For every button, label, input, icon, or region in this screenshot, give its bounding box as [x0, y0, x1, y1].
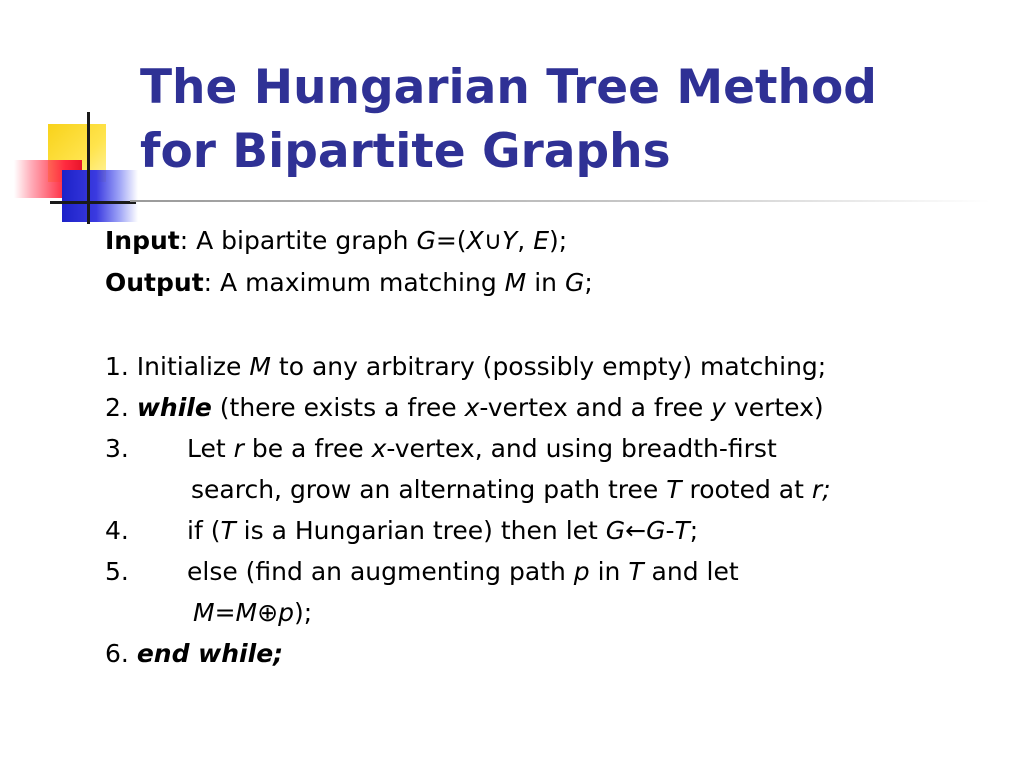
- var-t: T: [220, 516, 236, 545]
- var-t: T: [628, 557, 644, 586]
- title-underline-rule: [130, 200, 990, 202]
- step-5-body: [187, 555, 739, 589]
- output-in: in: [526, 268, 565, 297]
- var-y: Y: [502, 226, 518, 255]
- step-2-text: vertex): [725, 393, 824, 422]
- step-3-body: [187, 432, 777, 466]
- var-t: T: [666, 475, 682, 504]
- step-6-number: 6.: [105, 639, 137, 668]
- var-g: G: [605, 516, 626, 545]
- input-close: );: [548, 226, 568, 255]
- var-g: G: [646, 516, 666, 545]
- step-4-number: 4.: [105, 516, 129, 545]
- blue-bar-decoration: [62, 170, 138, 222]
- step-4-body: [187, 514, 698, 548]
- var-y: y: [711, 393, 726, 422]
- step-3-text: be a free: [243, 434, 372, 463]
- output-text: : A maximum matching: [203, 268, 505, 297]
- step-3-continuation: [191, 473, 831, 507]
- input-line: [105, 224, 567, 258]
- var-p: p: [278, 598, 294, 627]
- var-x: x: [371, 434, 387, 463]
- var-m: M: [193, 598, 215, 627]
- var-t: T: [674, 516, 690, 545]
- var-m: M: [235, 598, 258, 627]
- step-1-rest: to any arbitrary (possibly empty) matching;: [270, 352, 827, 381]
- step-3: [105, 432, 129, 466]
- var-r: r: [233, 434, 244, 463]
- horizontal-line-decoration: [50, 201, 136, 204]
- left-arrow-symbol: ←: [625, 516, 647, 545]
- step-2-text: (there exists a free: [211, 393, 465, 422]
- var-g: G: [564, 268, 585, 297]
- step-4: [105, 514, 129, 548]
- step-2: [105, 391, 824, 425]
- var-x: X: [466, 226, 484, 255]
- step-3-text: -vertex, and using breadth-first: [386, 434, 777, 463]
- slide-title: [140, 56, 1000, 184]
- minus-symbol: -: [665, 516, 675, 545]
- step-5-text: in: [589, 557, 629, 586]
- step-5-continuation: [193, 596, 312, 630]
- step-4-text: if (: [187, 516, 221, 545]
- step-4-end: ;: [689, 516, 699, 545]
- while-keyword: while: [136, 393, 212, 422]
- step-3-text: Let: [187, 434, 234, 463]
- input-text: : A bipartite graph: [179, 226, 417, 255]
- step-1-text: 1. Initialize: [105, 352, 250, 381]
- output-end: ;: [584, 268, 593, 297]
- step-4-text: is a Hungarian tree) then let: [235, 516, 606, 545]
- step-3-text: search, grow an alternating path tree: [191, 475, 667, 504]
- step-5-end: );: [293, 598, 313, 627]
- var-m: M: [249, 352, 271, 381]
- step-3-number: 3.: [105, 434, 129, 463]
- step-5: [105, 555, 129, 589]
- input-label: Input: [105, 226, 180, 255]
- step-1: [105, 350, 826, 384]
- var-g: G: [416, 226, 436, 255]
- var-p: p: [573, 557, 590, 586]
- oplus-symbol: ⊕: [257, 598, 279, 627]
- step-2-text: -vertex and a free: [479, 393, 712, 422]
- title-line-1: The Hungarian Tree Method: [140, 60, 877, 115]
- union-symbol: ∪: [483, 226, 502, 255]
- step-6: [105, 637, 283, 671]
- var-x: x: [464, 393, 480, 422]
- output-label: Output: [105, 268, 204, 297]
- input-comma: ,: [517, 226, 534, 255]
- end-while-keyword: end while;: [136, 639, 284, 668]
- var-e: E: [533, 226, 549, 255]
- step-3-text: rooted at: [681, 475, 812, 504]
- var-r: r;: [811, 475, 831, 504]
- step-5-number: 5.: [105, 557, 129, 586]
- step-5-text: else (find an augmenting path: [187, 557, 574, 586]
- var-m: M: [504, 268, 527, 297]
- vertical-line-decoration: [87, 112, 90, 224]
- title-line-2: for Bipartite Graphs: [140, 124, 671, 179]
- equals-symbol: =: [214, 598, 236, 627]
- output-line: [105, 266, 593, 300]
- step-2-number: 2.: [105, 393, 137, 422]
- input-eq: =(: [435, 226, 467, 255]
- step-5-text: and let: [643, 557, 739, 586]
